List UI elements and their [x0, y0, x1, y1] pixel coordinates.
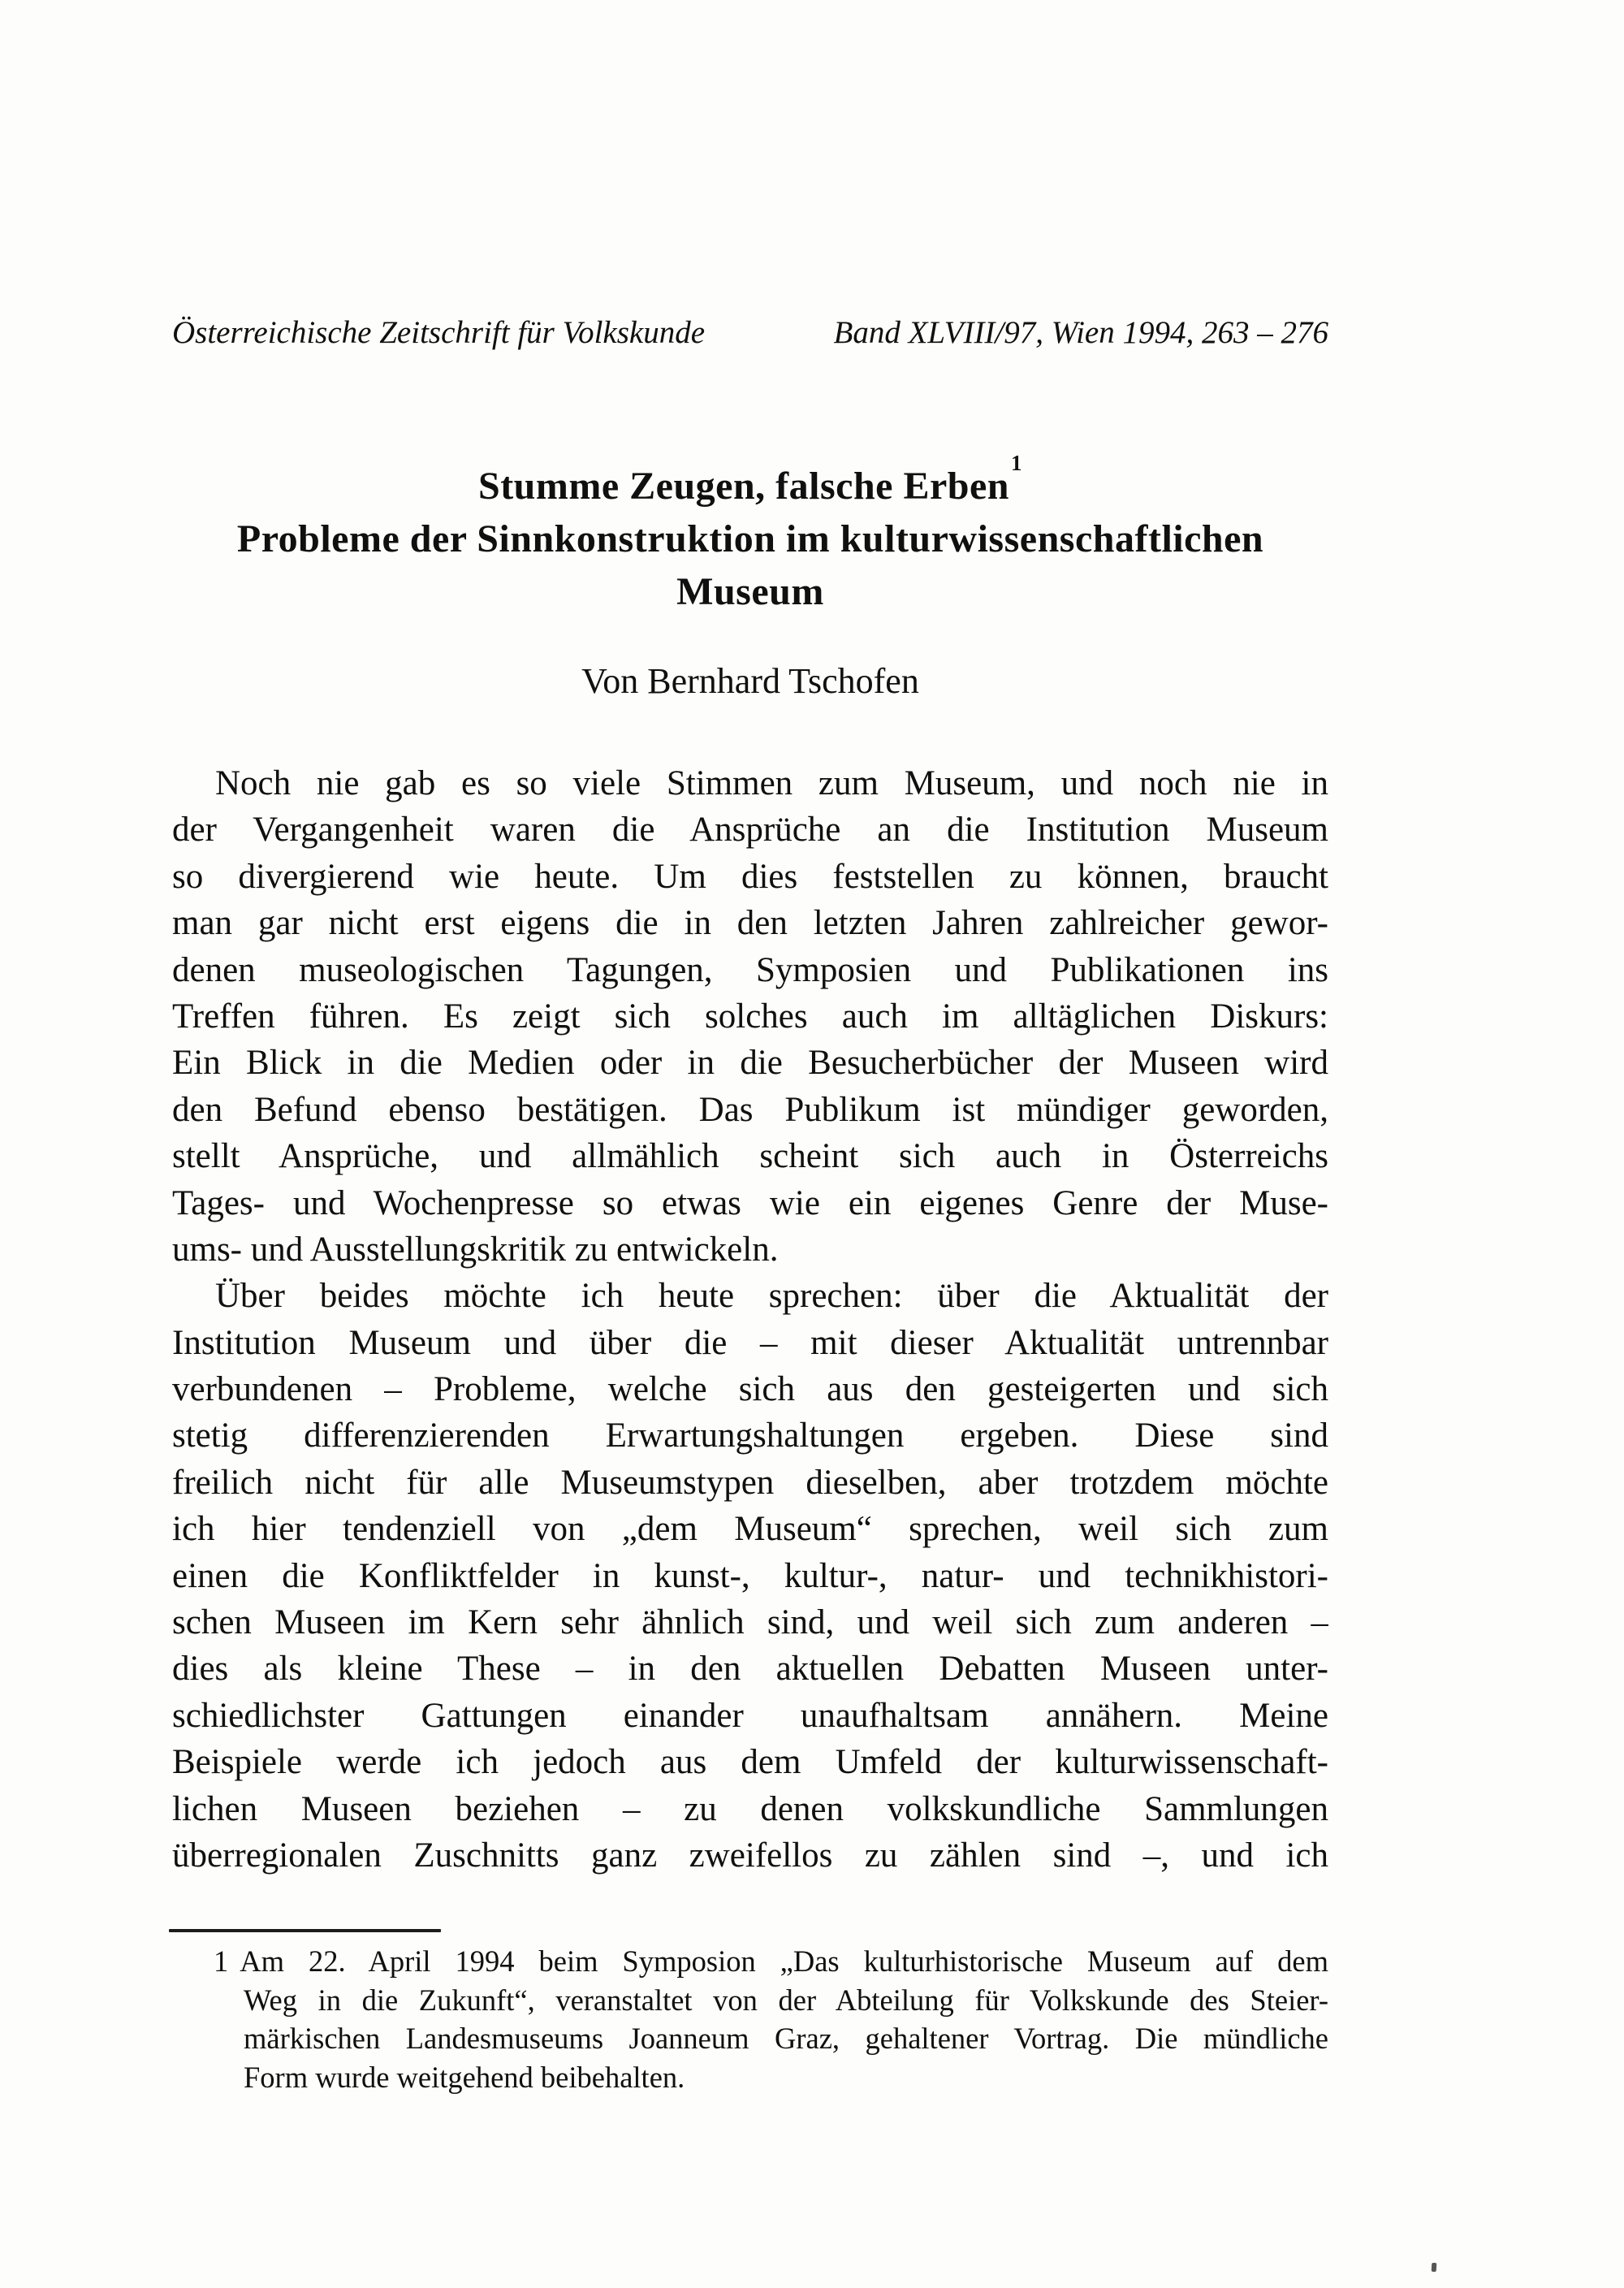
body-line: lichen Museen beziehen – zu denen volkskundliche Sammlungen: [172, 1789, 1328, 1828]
title-line-1: [172, 452, 1328, 513]
body-text: [172, 760, 1328, 1879]
scan-artifact: [1432, 2263, 1437, 2272]
title-line-3: Museum: [676, 570, 824, 613]
body-line: Institution Museum und über die – mit dieser Aktualität untrennbar: [172, 1323, 1328, 1362]
body-line: Noch nie gab es so viele Stimmen zum Museum, und noch nie in: [215, 764, 1328, 802]
journal-title: Österreichische Zeitschrift für Volkskunde: [172, 315, 706, 350]
body-line: stellt Ansprüche, und allmählich scheint sich auch in Österreichs: [172, 1137, 1328, 1176]
title-line-2: Probleme der Sinnkonstruktion im kulturwissenschaftlichen: [236, 517, 1264, 560]
body-line: schen Museen im Kern sehr ähnlich sind, und weil sich zum anderen –: [172, 1603, 1328, 1642]
body-line: Ein Blick in die Medien oder in die Besucherbücher der Museen wird: [172, 1044, 1328, 1083]
body-line: Tages- und Wochenpresse so etwas wie ein eigenes Genre der Muse-: [172, 1183, 1328, 1222]
body-line: der Vergangenheit waren die Ansprüche an die Institution Museum: [172, 811, 1328, 850]
body-line: Treffen führen. Es zeigt sich solches auch im alltäglichen Diskurs:: [172, 997, 1328, 1036]
body-line: ums- und Ausstellungskritik zu entwickeln.: [172, 1230, 779, 1269]
footnote-line: [214, 1942, 1328, 1981]
body-line: man gar nicht erst eigens die in den letzten Jahren zahlreicher gewor-: [172, 904, 1328, 943]
body-line: dies als kleine These – in den aktuellen Debatten Museen unter-: [172, 1650, 1328, 1689]
body-line: Über beides möchte ich heute sprechen: über die Aktualität der: [215, 1277, 1328, 1316]
running-head: [172, 314, 1328, 352]
paragraph: [172, 760, 1328, 1273]
footnote-separator: [169, 1929, 441, 1932]
footnote-line: märkischen Landesmuseums Joanneum Graz, gehaltener Vortrag. Die mündliche: [244, 2022, 1328, 2056]
body-line: freilich nicht für alle Museumstypen dieselben, aber trotzdem möchte: [172, 1463, 1328, 1502]
body-line: verbundenen – Probleme, welche sich aus den gesteigerten und sich: [172, 1370, 1328, 1409]
title-footnote-marker: 1: [1010, 451, 1022, 475]
footnote: [214, 1942, 1328, 2096]
body-line: denen museologischen Tagungen, Symposien und Publikationen ins: [172, 950, 1328, 989]
article-title: [172, 452, 1328, 618]
footnote-text: Am 22. April 1994 beim Symposion „Das kulturhistorische Museum auf dem: [240, 1944, 1328, 1978]
body-line: Beispiele werde ich jedoch aus dem Umfeld der kulturwissenschaft-: [172, 1743, 1328, 1782]
body-line: ich hier tendenziell von „dem Museum“ sprechen, weil sich zum: [172, 1510, 1328, 1549]
body-line: überregionalen Zuschnitts ganz zweifellos zu zählen sind –, und ich: [172, 1836, 1328, 1875]
body-line: stetig differenzierenden Erwartungshaltungen ergeben. Diese sind: [172, 1416, 1328, 1455]
footnote-line: Form wurde weitgehend beibehalten.: [244, 2060, 685, 2094]
body-line: den Befund ebenso bestätigen. Das Publikum ist mündiger geworden,: [172, 1090, 1328, 1129]
body-line: einen die Konfliktfelder in kunst-, kultur-, natur- und technikhistori-: [172, 1556, 1328, 1595]
footnote-line: Weg in die Zukunft“, veranstaltet von der Abteilung für Volkskunde des Steier-: [244, 1983, 1328, 2017]
author-line: Von Bernhard Tschofen: [581, 661, 919, 701]
body-line: so divergierend wie heute. Um dies feststellen zu können, braucht: [172, 857, 1328, 896]
title-line-1-text: Stumme Zeugen, falsche Erben: [478, 465, 1009, 508]
body-line: schiedlichster Gattungen einander unaufhaltsam annähern. Meine: [172, 1696, 1328, 1735]
paragraph: [172, 1273, 1328, 1879]
issue-info: Band XLVIII/97, Wien 1994, 263 – 276: [833, 315, 1328, 350]
footnote-marker: 1: [214, 1944, 229, 1978]
